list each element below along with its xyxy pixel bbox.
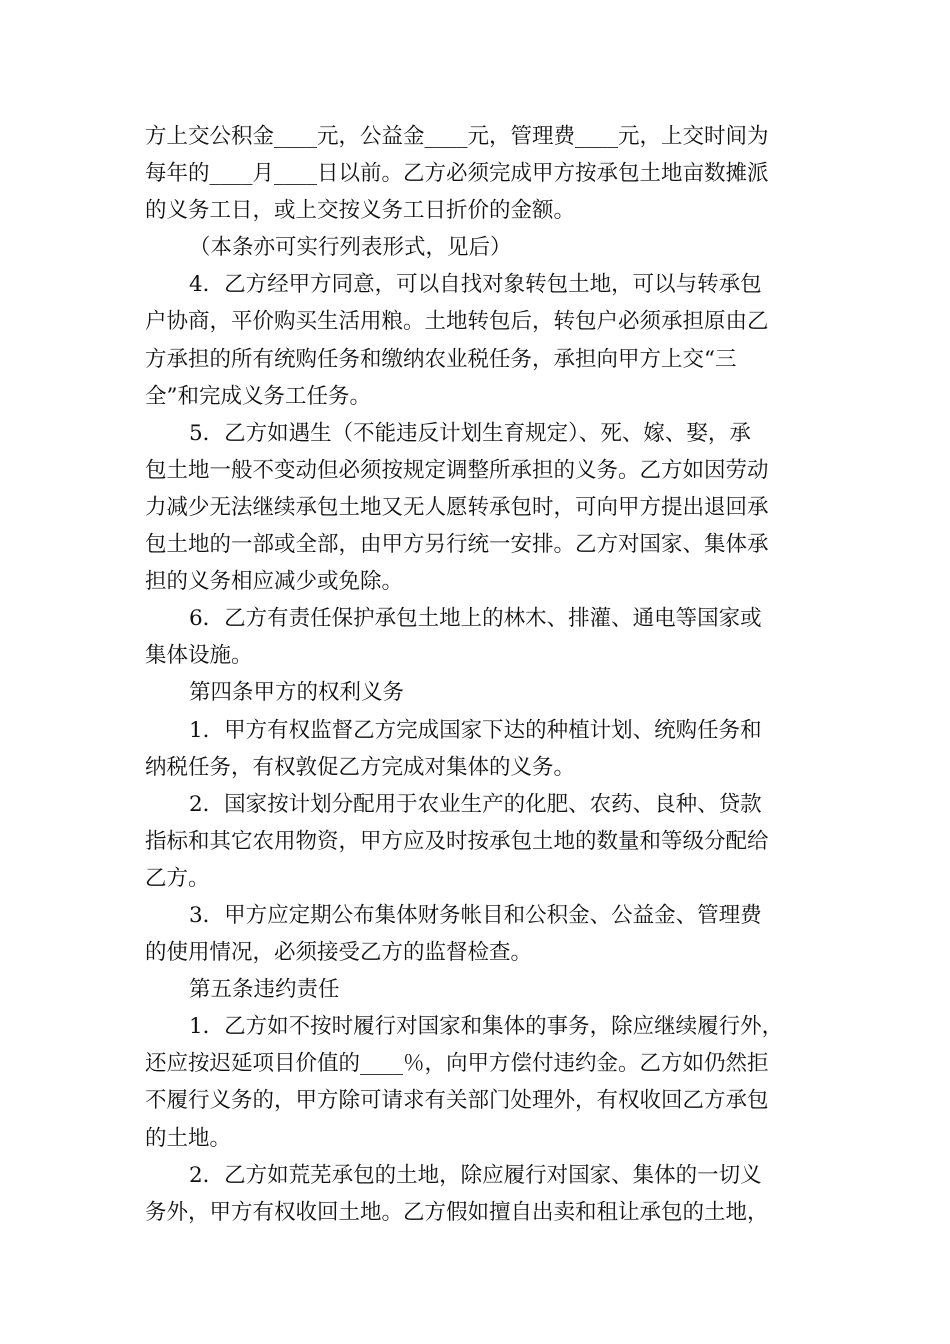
text-line: 1．甲方有权监督乙方完成国家下达的种植计划、统购任务和 xyxy=(189,717,762,743)
text-line: 力减少无法继续承包土地又无人愿转承包时，可向甲方提出退回承 xyxy=(145,494,769,520)
text-line: 纳税任务，有权敦促乙方完成对集体的义务。 xyxy=(145,754,576,780)
contract-text xyxy=(145,118,810,1231)
text-line: 5．乙方如遇生（不能违反计划生育规定）、死、嫁、娶，承 xyxy=(189,420,751,446)
text-line: 方上交公积金____元，公益金____元，管理费____元，上交时间为 xyxy=(145,124,769,149)
text-line: 2．国家按计划分配用于农业生产的化肥、农药、良种、贷款 xyxy=(189,791,762,817)
text-line: 每年的____月____日以前。乙方必须完成甲方按承包土地亩数摊派 xyxy=(145,161,769,187)
text-line: （本条亦可实行列表形式，见后） xyxy=(189,235,512,261)
text-line: 方承担的所有统购任务和缴纳农业税任务，承担向甲方上交“三 xyxy=(145,346,737,372)
text-line: 乙方。 xyxy=(145,865,210,891)
text-line: 全”和完成义务工任务。 xyxy=(145,383,371,409)
text-line: 务外，甲方有权收回土地。乙方假如擅自出卖和租让承包的土地， xyxy=(145,1199,769,1225)
text-line: 包土地一般不变动但必须按规定调整所承担的义务。乙方如因劳动 xyxy=(145,457,769,483)
text-line: 还应按迟延项目价值的____％，向甲方偿付违约金。乙方如仍然拒 xyxy=(145,1051,769,1077)
text-line: 包土地的一部或全部，由甲方另行统一安排。乙方对国家、集体承 xyxy=(145,532,769,558)
text-line: 6．乙方有责任保护承包土地上的林木、排灌、通电等国家或 xyxy=(189,606,762,632)
text-line: 的土地。 xyxy=(145,1125,232,1151)
text-line: 的使用情况，必须接受乙方的监督检查。 xyxy=(145,940,533,966)
text-line: 指标和其它农用物资，甲方应及时按承包土地的数量和等级分配给 xyxy=(145,828,769,854)
text-line: 的义务工日，或上交按义务工日折价的金额。 xyxy=(145,198,576,224)
text-line: 1．乙方如不按时履行对国家和集体的事务，除应继续履行外， xyxy=(189,1014,784,1040)
text-line: 担的义务相应减少或免除。 xyxy=(145,569,404,595)
text-line: 3．甲方应定期公布集体财务帐目和公积金、公益金、管理费 xyxy=(189,902,762,928)
text-line: 第四条甲方的权利义务 xyxy=(189,680,405,706)
text-line: 不履行义务的，甲方除可请求有关部门处理外，有权收回乙方承包 xyxy=(145,1088,769,1114)
text-line: 2．乙方如荒芜承包的土地，除应履行对国家、集体的一切义 xyxy=(189,1162,762,1188)
text-line: 第五条违约责任 xyxy=(189,977,340,1003)
text-line: 4．乙方经甲方同意，可以自找对象转包土地，可以与转承包 xyxy=(189,272,762,298)
text-line: 集体设施。 xyxy=(145,643,253,669)
text-line: 户协商，平价购买生活用粮。土地转包后，转包户必须承担原由乙 xyxy=(145,309,769,335)
